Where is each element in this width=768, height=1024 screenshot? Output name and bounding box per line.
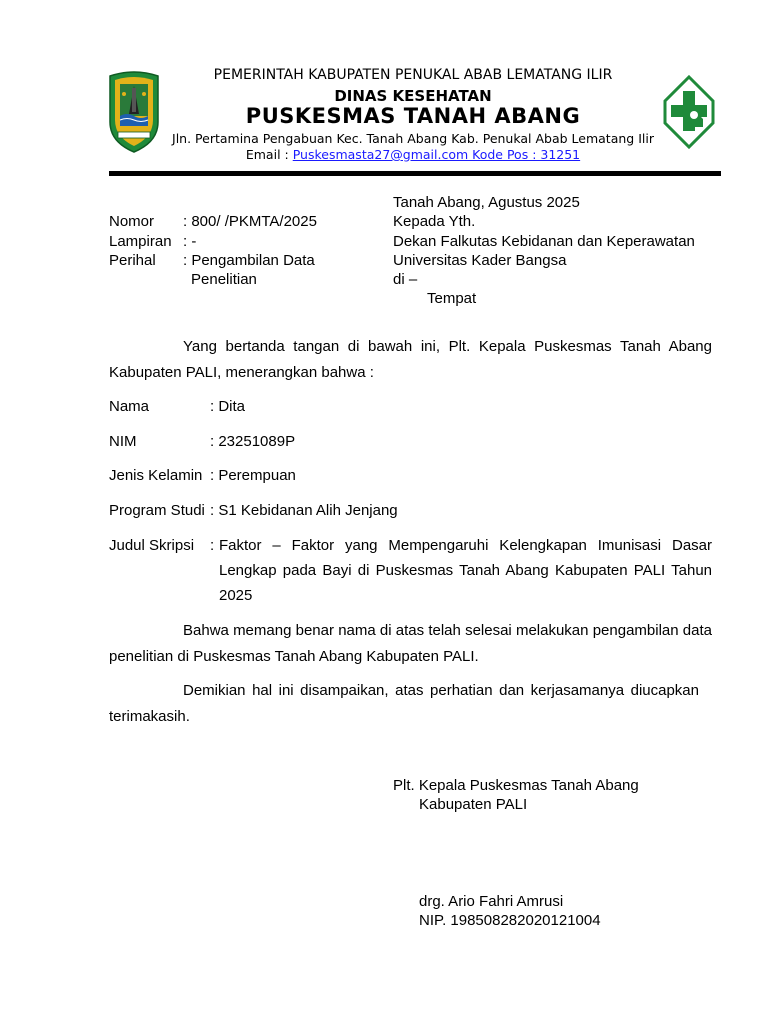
paragraph-closing: Demikian hal ini disampaikan, atas perhatian dan kerjasamanya diucapkan terimakasih. xyxy=(109,682,699,725)
signature-title-2: Kabupaten PALI xyxy=(419,796,528,813)
field-label-judul: Judul Skripsi xyxy=(109,537,195,554)
field-value-program: : S1 Kebidanan Alih Jenjang xyxy=(210,502,398,519)
recipient-line-1: Kepada Yth. xyxy=(393,213,476,230)
field-value-nama: : Dita xyxy=(210,398,246,415)
field-label-gender: Jenis Kelamin xyxy=(109,467,203,484)
perihal-label: Perihal xyxy=(109,252,156,269)
field-colon-judul: : xyxy=(210,537,215,554)
place-date: Tanah Abang, Agustus 2025 xyxy=(393,194,580,211)
field-label-nim: NIM xyxy=(109,433,137,450)
header-divider xyxy=(109,171,721,176)
field-label-nama: Nama xyxy=(109,398,150,415)
opening-paragraph: Yang bertanda tangan di bawah ini, Plt. Kepala Puskesmas Tanah Abang Kabupaten PALI, menerangkan bahwa : xyxy=(109,338,712,381)
nomor-value: : 800/ /PKMTA/2025 xyxy=(183,213,317,230)
paragraph-confirmation: Bahwa memang benar nama di atas telah selesai melakukan pengambilan data penelitian di Puskesmas Tanah Abang Kabupaten PALI. xyxy=(109,622,712,665)
field-value-judul: Faktor – Faktor yang Mempengaruhi Kelengkapan Imunisasi Dasar Lengkap pada Bayi di Puskesmas Tanah Abang Kabupaten PALI Tahun 2025 xyxy=(219,537,712,604)
header-address: Jln. Pertamina Pengabuan Kec. Tanah Abang Kab. Penukal Abab Lematang Ilir xyxy=(172,131,654,146)
field-label-program: Program Studi xyxy=(109,502,205,519)
recipient-line-3: Universitas Kader Bangsa xyxy=(393,252,567,269)
recipient-line-5: Tempat xyxy=(427,290,477,307)
field-value-gender: : Perempuan xyxy=(210,467,296,484)
lampiran-value: : - xyxy=(183,233,197,250)
header-contact xyxy=(110,147,716,162)
email-label: Email : xyxy=(245,147,289,162)
nomor-label: Nomor xyxy=(109,213,155,230)
email-link[interactable]: Puskesmasta27@gmail.com Kode Pos : 31251 xyxy=(292,147,581,162)
field-value-nim: : 23251089P xyxy=(210,433,296,450)
header-department-line: DINAS KESEHATAN xyxy=(334,87,492,105)
signatory-name: drg. Ario Fahri Amrusi xyxy=(419,893,564,910)
header-institution-name: PUSKESMAS TANAH ABANG xyxy=(245,104,581,128)
signatory-nip: NIP. 198508282020121004 xyxy=(419,912,601,929)
lampiran-label: Lampiran xyxy=(109,233,172,250)
header-government-line: PEMERINTAH KABUPATEN PENUKAL ABAB LEMATANG ILIR xyxy=(213,67,613,83)
perihal-value: : Pengambilan Data xyxy=(183,252,315,269)
recipient-line-2: Dekan Falkutas Kebidanan dan Keperawatan xyxy=(393,233,695,250)
signature-title-1: Plt. Kepala Puskesmas Tanah Abang xyxy=(393,777,639,794)
perihal-value-cont: Penelitian xyxy=(191,271,257,288)
recipient-line-4: di – xyxy=(393,271,418,288)
